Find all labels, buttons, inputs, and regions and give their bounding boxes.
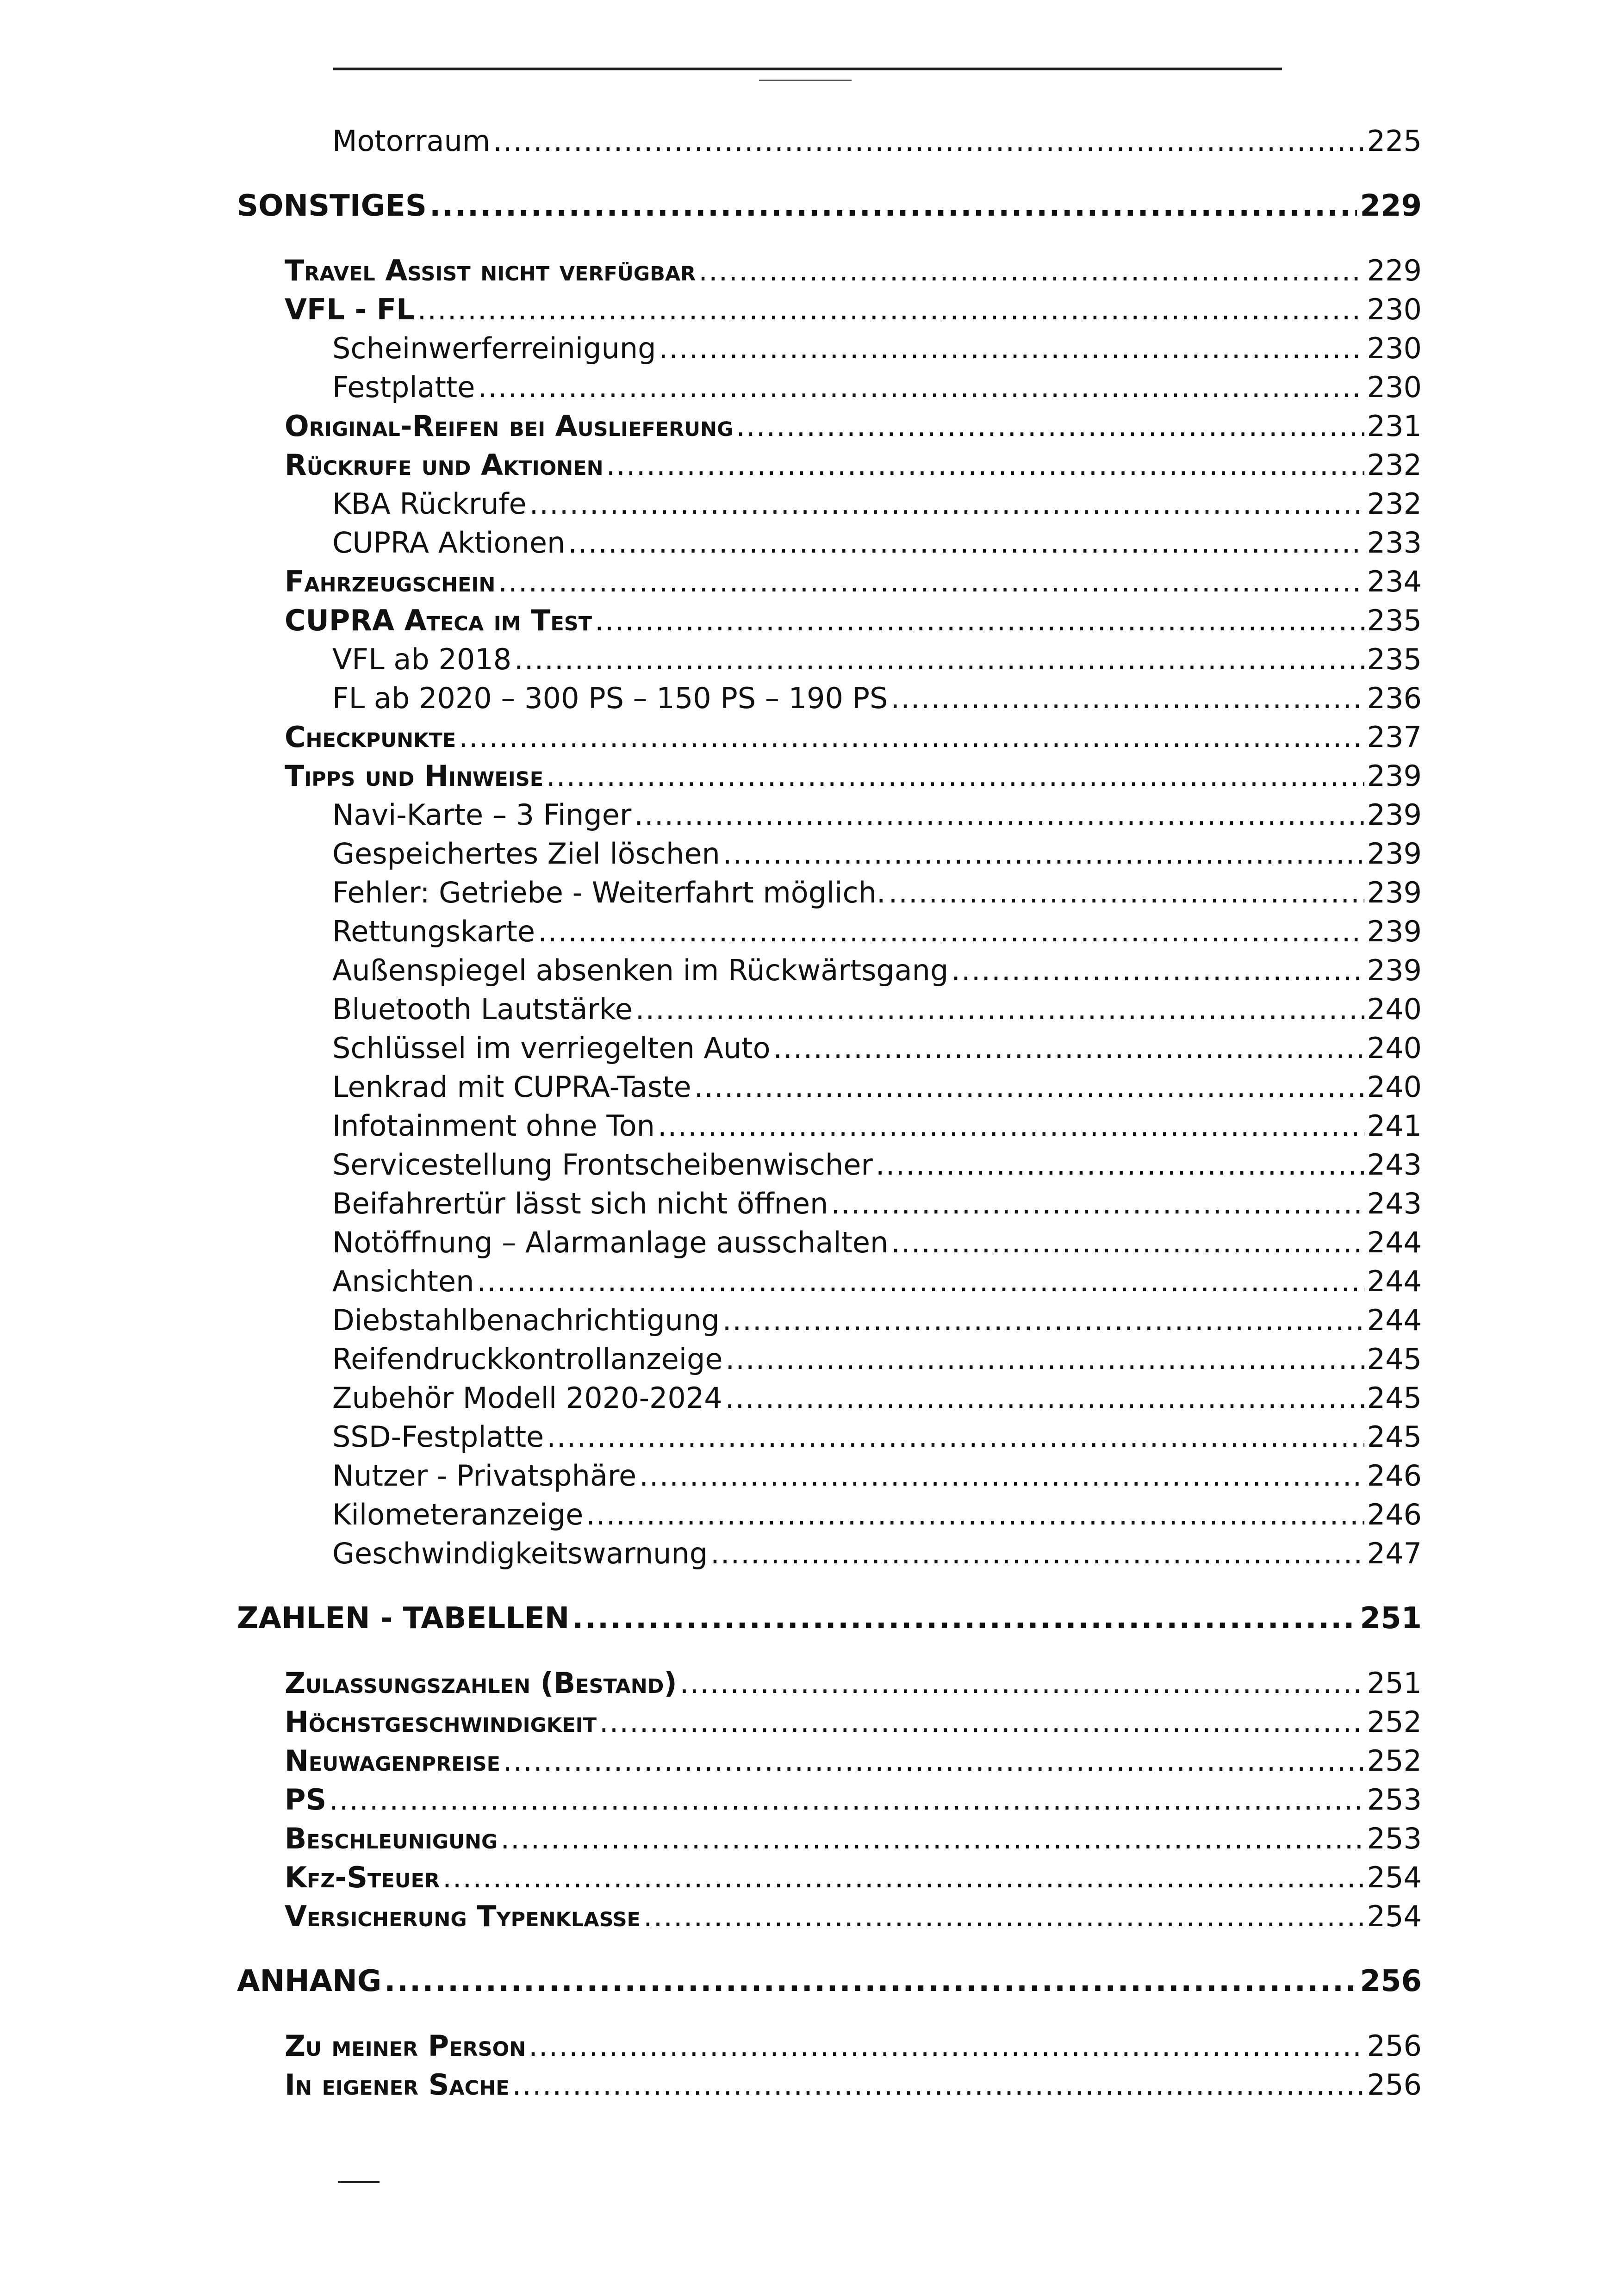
- toc-subsection[interactable]: [332, 1537, 1422, 1570]
- toc-page-number: 239: [1367, 953, 1422, 987]
- toc-entry-title: CUPRA Ateca im Test: [285, 604, 592, 637]
- toc-entry-title: PS: [285, 1783, 327, 1817]
- toc-dot-leader: [736, 409, 1364, 443]
- toc-dot-leader: [429, 189, 1357, 223]
- toc-dot-leader: [572, 1601, 1357, 1636]
- toc-page-number: 230: [1367, 292, 1422, 326]
- toc-subsection[interactable]: [332, 642, 1422, 676]
- toc-entry-title: Travel Assist nicht verfügbar: [285, 254, 696, 287]
- toc-entry-title: Rettungskarte: [332, 915, 535, 948]
- toc-entry-title: Neuwagenpreise: [285, 1744, 500, 1778]
- toc-dot-leader: [538, 915, 1364, 948]
- toc-page-number: 232: [1367, 448, 1422, 482]
- toc-subsection[interactable]: [332, 837, 1422, 871]
- toc-entry-title: Notöffnung – Alarmanlage ausschalten: [332, 1226, 889, 1259]
- toc-entry-title: VFL - FL: [285, 292, 415, 326]
- toc-section[interactable]: [285, 565, 1422, 598]
- toc-entry-title: Höchstgeschwindigkeit: [285, 1705, 597, 1739]
- toc-dot-leader: [500, 1822, 1364, 1855]
- toc-dot-leader: [459, 720, 1364, 754]
- toc-subsection[interactable]: [332, 1459, 1422, 1493]
- toc-section[interactable]: [285, 292, 1422, 326]
- toc-page-number: 252: [1367, 1744, 1422, 1778]
- toc-subsection[interactable]: [332, 915, 1422, 948]
- toc-entry-title: Zu meiner Person: [285, 2029, 526, 2063]
- toc-dot-leader: [723, 837, 1364, 871]
- toc-page-number: 239: [1367, 837, 1422, 871]
- toc-dot-leader: [442, 1860, 1364, 1894]
- toc-dot-leader: [514, 642, 1364, 676]
- toc-subsection[interactable]: [332, 798, 1422, 832]
- toc-page-number: 236: [1367, 681, 1422, 715]
- toc-section[interactable]: [285, 409, 1422, 443]
- toc-section[interactable]: [285, 2068, 1422, 2102]
- toc-entry-title: Zulassungszahlen (Bestand): [285, 1666, 677, 1700]
- toc-entry-title: Beschleunigung: [285, 1822, 498, 1855]
- toc-subsection[interactable]: [332, 1109, 1422, 1143]
- toc-subsection[interactable]: [332, 1264, 1422, 1298]
- toc-section[interactable]: [285, 1822, 1422, 1855]
- toc-dot-leader: [529, 487, 1364, 521]
- toc-entry-title: SSD-Festplatte: [332, 1420, 544, 1454]
- toc-dot-leader: [329, 1783, 1364, 1817]
- toc-entry-title: Nutzer - Privatsphäre: [332, 1459, 637, 1493]
- toc-page-number: 254: [1367, 1860, 1422, 1894]
- toc-subsection[interactable]: [332, 1226, 1422, 1259]
- toc-section[interactable]: [285, 604, 1422, 637]
- toc-entry-title: Navi-Karte – 3 Finger: [332, 798, 632, 832]
- toc-subsection[interactable]: [332, 1031, 1422, 1065]
- toc-page-number: 245: [1367, 1342, 1422, 1376]
- toc-entry-title: Fahrzeugschein: [285, 565, 496, 598]
- toc-entry-title: Lenkrad mit CUPRA-Taste: [332, 1070, 691, 1104]
- toc-dot-leader: [546, 759, 1364, 793]
- toc-page-number: 240: [1367, 1031, 1422, 1065]
- toc-page-number: 235: [1367, 604, 1422, 637]
- toc-chapter[interactable]: [237, 189, 1422, 223]
- toc-entry-title: Bluetooth Lautstärke: [332, 992, 633, 1026]
- toc-entry-title: Gespeichertes Ziel löschen: [332, 837, 720, 871]
- toc-entry-title: Infotainment ohne Ton: [332, 1109, 655, 1143]
- toc-page-number: 247: [1367, 1537, 1422, 1570]
- toc-entry-title: Festplatte: [332, 370, 475, 404]
- toc-subsection[interactable]: [332, 1498, 1422, 1531]
- toc-subsection[interactable]: [332, 681, 1422, 715]
- toc-dot-leader: [586, 1498, 1364, 1531]
- toc-page-number: 251: [1367, 1666, 1422, 1700]
- toc-section[interactable]: [285, 1666, 1422, 1700]
- toc-subsection[interactable]: [332, 992, 1422, 1026]
- toc-subsection[interactable]: [332, 1070, 1422, 1104]
- toc-subsection[interactable]: [332, 1381, 1422, 1415]
- toc-entry-title: Geschwindigkeitswarnung: [332, 1537, 708, 1570]
- toc-dot-leader: [725, 1381, 1364, 1415]
- toc-entry-title: FL ab 2020 – 300 PS – 150 PS – 190 PS: [332, 681, 888, 715]
- toc-subsection[interactable]: [332, 526, 1422, 560]
- toc-page-number: 225: [1367, 124, 1422, 158]
- toc-entry-title: Checkpunkte: [285, 720, 456, 754]
- toc-page-number: 256: [1367, 2068, 1422, 2102]
- toc-dot-leader: [634, 798, 1364, 832]
- toc-dot-leader: [722, 1303, 1364, 1337]
- toc-section[interactable]: [285, 448, 1422, 482]
- toc-page-number: 253: [1367, 1822, 1422, 1855]
- toc-page-number: 239: [1367, 915, 1422, 948]
- toc-page-number: 245: [1367, 1420, 1422, 1454]
- toc-dot-leader: [477, 1264, 1364, 1298]
- toc-dot-leader: [635, 992, 1364, 1026]
- toc-dot-leader: [659, 331, 1364, 365]
- toc-dot-leader: [384, 1964, 1357, 1998]
- toc-page-number: 229: [1360, 189, 1422, 223]
- toc-entry-title: Original-Reifen bei Auslieferung: [285, 409, 734, 443]
- toc-dot-leader: [639, 1459, 1364, 1493]
- toc-subsection[interactable]: [332, 876, 1422, 909]
- toc-section[interactable]: [285, 2029, 1422, 2063]
- toc-page-number: 231: [1367, 409, 1422, 443]
- toc-entry-title: CUPRA Aktionen: [332, 526, 566, 560]
- toc-page-number: 235: [1367, 642, 1422, 676]
- toc-section[interactable]: [285, 1899, 1422, 1933]
- toc-section[interactable]: [285, 1744, 1422, 1778]
- toc-subsection[interactable]: [332, 487, 1422, 521]
- toc-dot-leader: [568, 526, 1364, 560]
- toc-chapter[interactable]: [237, 1601, 1422, 1636]
- toc-entry-title: Motorraum: [332, 124, 491, 158]
- toc-page-number: 229: [1367, 254, 1422, 287]
- toc-page-number: 240: [1367, 1070, 1422, 1104]
- toc-subsection[interactable]: [332, 1148, 1422, 1182]
- toc-dot-leader: [726, 1342, 1364, 1376]
- toc-dot-leader: [889, 876, 1364, 909]
- toc-section[interactable]: [285, 254, 1422, 287]
- toc-page-number: 256: [1360, 1964, 1422, 1998]
- toc-page-number: 239: [1367, 798, 1422, 832]
- toc-section[interactable]: [285, 1860, 1422, 1894]
- toc-dot-leader: [512, 2068, 1364, 2102]
- toc-dot-leader: [503, 1744, 1364, 1778]
- toc-dot-leader: [493, 124, 1364, 158]
- toc-page-number: 246: [1367, 1459, 1422, 1493]
- toc-dot-leader: [694, 1070, 1364, 1104]
- toc-dot-leader: [547, 1420, 1364, 1454]
- toc-entry-title: Servicestellung Frontscheibenwischer: [332, 1148, 873, 1182]
- toc-page-number: 251: [1360, 1601, 1422, 1636]
- toc-dot-leader: [643, 1899, 1364, 1933]
- toc-entry-title: Rückrufe und Aktionen: [285, 448, 604, 482]
- toc-dot-leader: [773, 1031, 1364, 1065]
- toc-section[interactable]: [285, 720, 1422, 754]
- toc-dot-leader: [831, 1187, 1364, 1220]
- toc-dot-leader: [498, 565, 1364, 598]
- toc-dot-leader: [417, 292, 1364, 326]
- toc-entry-title: Reifendruckkontrollanzeige: [332, 1342, 723, 1376]
- toc-dot-leader: [710, 1537, 1364, 1570]
- toc-entry-title: SONSTIGES: [237, 189, 427, 223]
- toc-section[interactable]: [285, 759, 1422, 793]
- toc-page-number: 230: [1367, 370, 1422, 404]
- toc-page-number: 240: [1367, 992, 1422, 1026]
- toc-page-number: 243: [1367, 1148, 1422, 1182]
- toc-entry-title: Kfz-Steuer: [285, 1860, 440, 1894]
- toc-subsection[interactable]: [332, 953, 1422, 987]
- toc-subsection[interactable]: [332, 1303, 1422, 1337]
- toc-page-number: 237: [1367, 720, 1422, 754]
- toc-page-number: 256: [1367, 2029, 1422, 2063]
- toc-dot-leader: [529, 2029, 1364, 2063]
- toc-entry-title: Schlüssel im verriegelten Auto: [332, 1031, 771, 1065]
- toc-page-number: 233: [1367, 526, 1422, 560]
- toc-section[interactable]: [285, 1705, 1422, 1739]
- toc-entry-title: VFL ab 2018: [332, 642, 512, 676]
- toc-page-number: 246: [1367, 1498, 1422, 1531]
- footer-rule: [338, 2181, 380, 2183]
- toc-entry-title: Beifahrertür lässt sich nicht öffnen: [332, 1187, 828, 1220]
- toc-page-number: 230: [1367, 331, 1422, 365]
- toc-dot-leader: [890, 681, 1364, 715]
- toc-subsection[interactable]: [332, 124, 1422, 158]
- toc-entry-title: Kilometeranzeige: [332, 1498, 584, 1531]
- toc-page-number: 232: [1367, 487, 1422, 521]
- toc-page-number: 245: [1367, 1381, 1422, 1415]
- toc-dot-leader: [680, 1666, 1364, 1700]
- toc-dot-leader: [599, 1705, 1364, 1739]
- toc-entry-title: Außenspiegel absenken im Rückwärtsgang: [332, 953, 949, 987]
- toc-dot-leader: [595, 604, 1364, 637]
- toc-page-number: 244: [1367, 1264, 1422, 1298]
- toc-entry-title: KBA Rückrufe: [332, 487, 527, 521]
- toc-entry-title: Ansichten: [332, 1264, 474, 1298]
- toc-section[interactable]: [285, 1783, 1422, 1817]
- toc-dot-leader: [891, 1226, 1364, 1259]
- toc-dot-leader: [478, 370, 1364, 404]
- toc-subsection[interactable]: [332, 1342, 1422, 1376]
- toc-dot-leader: [658, 1109, 1364, 1143]
- toc-entry-title: ANHANG: [237, 1964, 382, 1998]
- toc-entry-title: Versicherung Typenklasse: [285, 1899, 641, 1933]
- toc-entry-title: Scheinwerferreinigung: [332, 331, 656, 365]
- toc-page-number: 239: [1367, 876, 1422, 909]
- toc-dot-leader: [606, 448, 1364, 482]
- toc-chapter[interactable]: [237, 1964, 1422, 1998]
- toc-subsection[interactable]: [332, 1420, 1422, 1454]
- toc-entry-title: Zubehör Modell 2020-2024: [332, 1381, 722, 1415]
- toc-dot-leader: [876, 1148, 1364, 1182]
- toc-page-number: 234: [1367, 565, 1422, 598]
- toc-entry-title: Fehler: Getriebe - Weiterfahrt möglich.: [332, 876, 886, 909]
- toc-subsection[interactable]: [332, 370, 1422, 404]
- toc-dot-leader: [698, 254, 1364, 287]
- toc-entry-title: ZAHLEN - TABELLEN: [237, 1601, 570, 1636]
- toc-page-number: 244: [1367, 1226, 1422, 1259]
- toc-entry-title: Tipps und Hinweise: [285, 759, 544, 793]
- header-rule-accent: [759, 80, 852, 81]
- toc-page-number: 252: [1367, 1705, 1422, 1739]
- toc-page-number: 244: [1367, 1303, 1422, 1337]
- header-rule: [333, 68, 1282, 70]
- toc-dot-leader: [951, 953, 1364, 987]
- toc-page-number: 253: [1367, 1783, 1422, 1817]
- toc-entry-title: In eigener Sache: [285, 2068, 510, 2102]
- toc-subsection[interactable]: [332, 331, 1422, 365]
- toc-page-number: 243: [1367, 1187, 1422, 1220]
- toc-page-number: 254: [1367, 1899, 1422, 1933]
- toc-subsection[interactable]: [332, 1187, 1422, 1220]
- toc-page-number: 241: [1367, 1109, 1422, 1143]
- toc-entry-title: Diebstahlbenachrichtigung: [332, 1303, 720, 1337]
- toc-page-number: 239: [1367, 759, 1422, 793]
